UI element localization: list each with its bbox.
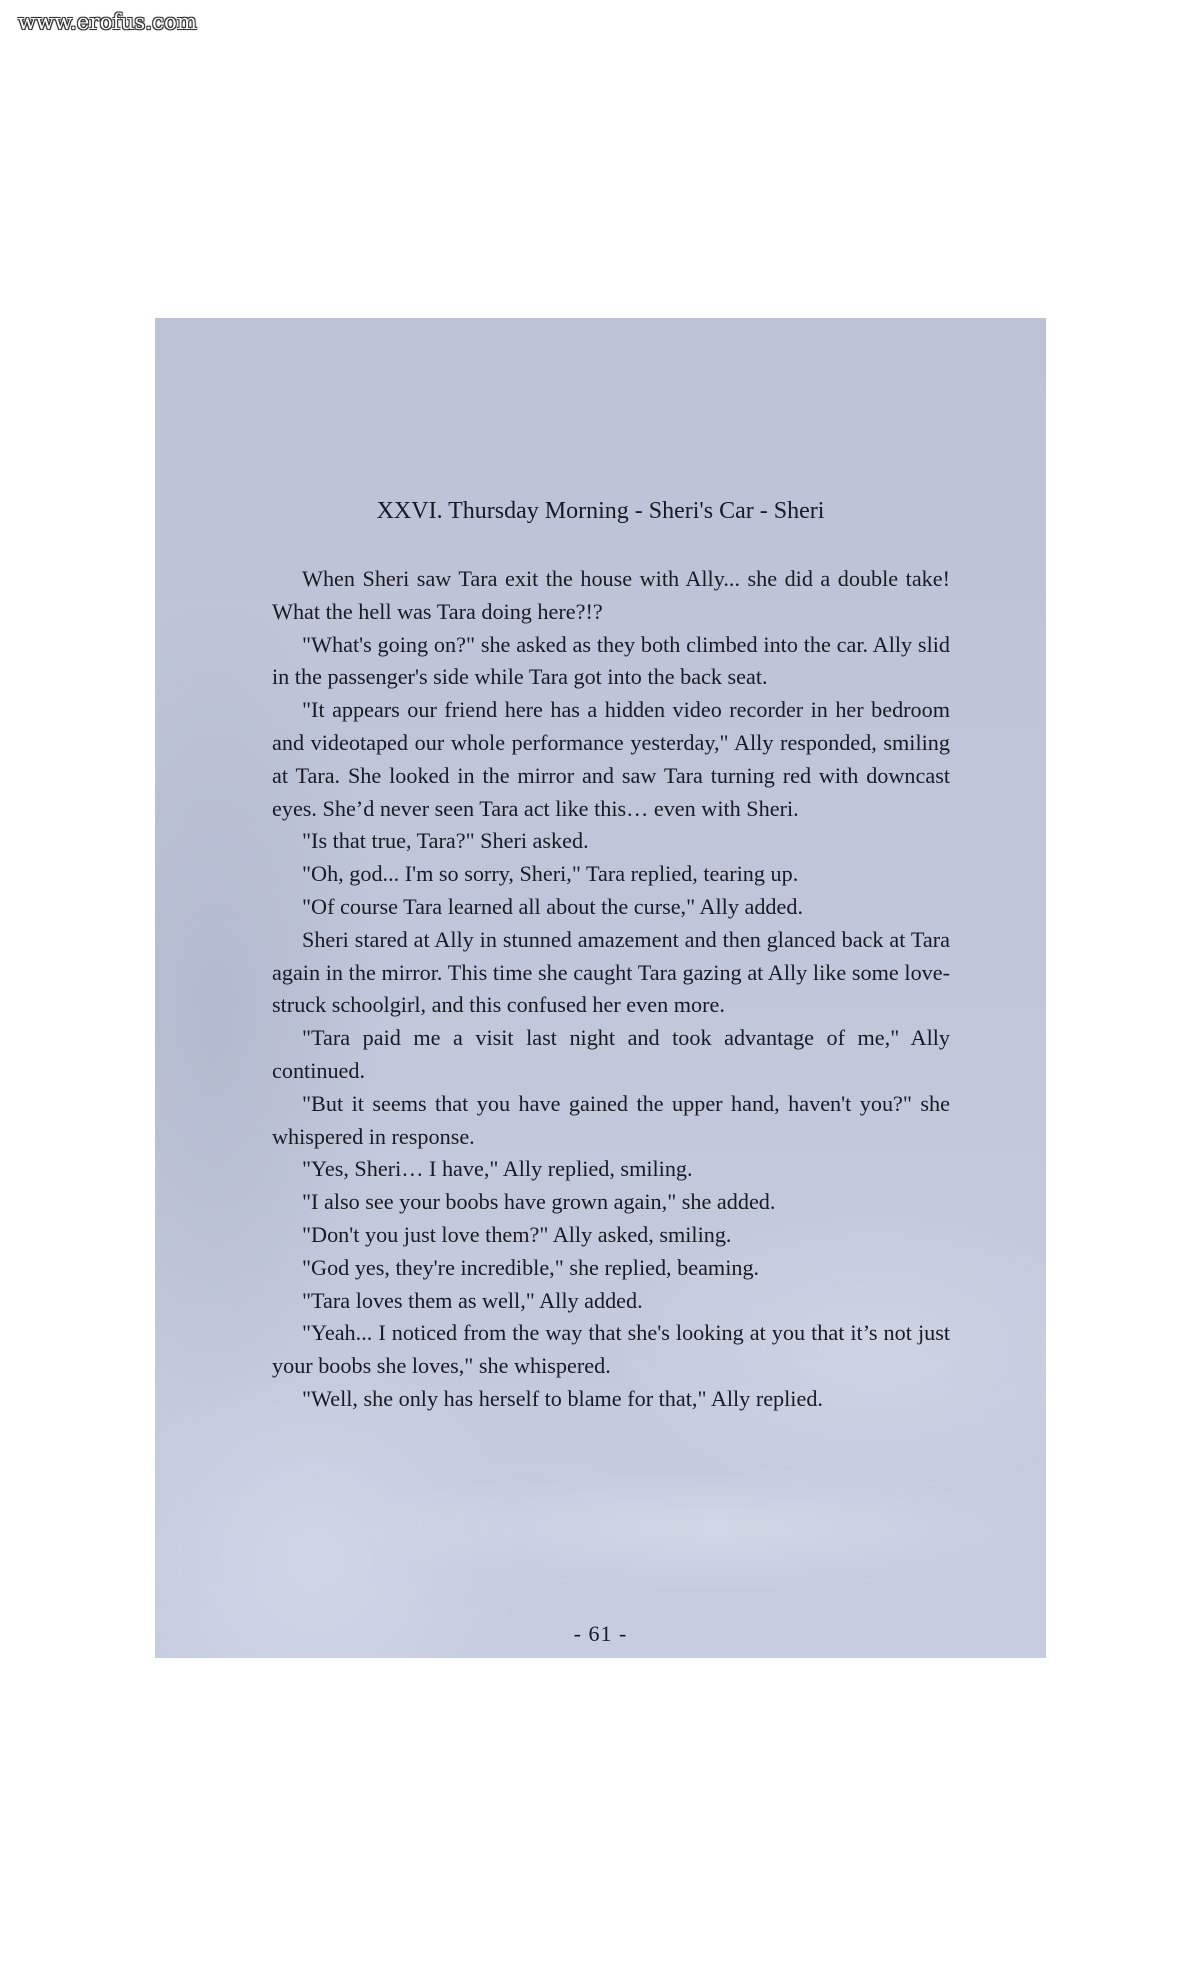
site-watermark: www.erofus.com: [18, 10, 198, 34]
paragraph: "Well, she only has herself to blame for that," Ally replied.: [302, 1385, 823, 1411]
paragraph: When Sheri saw Tara exit the house with Ally... she did a double take! What the hell was Tara doing here?!?: [272, 566, 950, 624]
paragraph: "I also see your boobs have grown again," she added.: [302, 1189, 776, 1215]
paragraph: "Yes, Sheri… I have," Ally replied, smiling.: [302, 1156, 693, 1182]
paragraph: Sheri stared at Ally in stunned amazement and then glanced back at Tara again in the mirror. This time she caught Tara gazing at Ally like some love-struck schoolgirl, and this confused her even more.: [272, 926, 950, 1018]
paragraph: "Don't you just love them?" Ally asked, smiling.: [302, 1221, 732, 1247]
paragraph: "It appears our friend here has a hidden video recorder in her bedroom and videotaped our whole performance yesterday," Ally responded, smiling at Tara. She looked in the mirror and saw Tara turning red with downcast eyes. She’d never seen Tara act like this… even with Sheri.: [272, 697, 950, 821]
paragraph: "Yeah... I noticed from the way that she's looking at you that it’s not just your boobs she loves," she whispered.: [272, 1320, 950, 1379]
book-page: [155, 318, 1046, 1658]
paragraph: "God yes, they're incredible," she replied, beaming.: [302, 1254, 760, 1280]
chapter-body: [272, 563, 950, 1416]
paragraph: "Is that true, Tara?" Sheri asked.: [302, 828, 589, 854]
paragraph: "Tara paid me a visit last night and took advantage of me," Ally continued.: [272, 1025, 950, 1083]
paragraph: "Oh, god... I'm so sorry, Sheri," Tara replied, tearing up.: [302, 861, 799, 887]
paragraph: "What's going on?" she asked as they both climbed into the car. Ally slid in the passenger's side while Tara got into the back seat.: [272, 631, 950, 690]
page-number: - 61 -: [573, 1621, 628, 1646]
paragraph: "Tara loves them as well," Ally added.: [302, 1287, 643, 1313]
paragraph: "Of course Tara learned all about the curse," Ally added.: [302, 893, 804, 919]
chapter-title: XXVI. Thursday Morning - Sheri's Car - Sheri: [376, 498, 825, 524]
paragraph: "But it seems that you have gained the upper hand, haven't you?" she whispered in response.: [272, 1090, 950, 1149]
